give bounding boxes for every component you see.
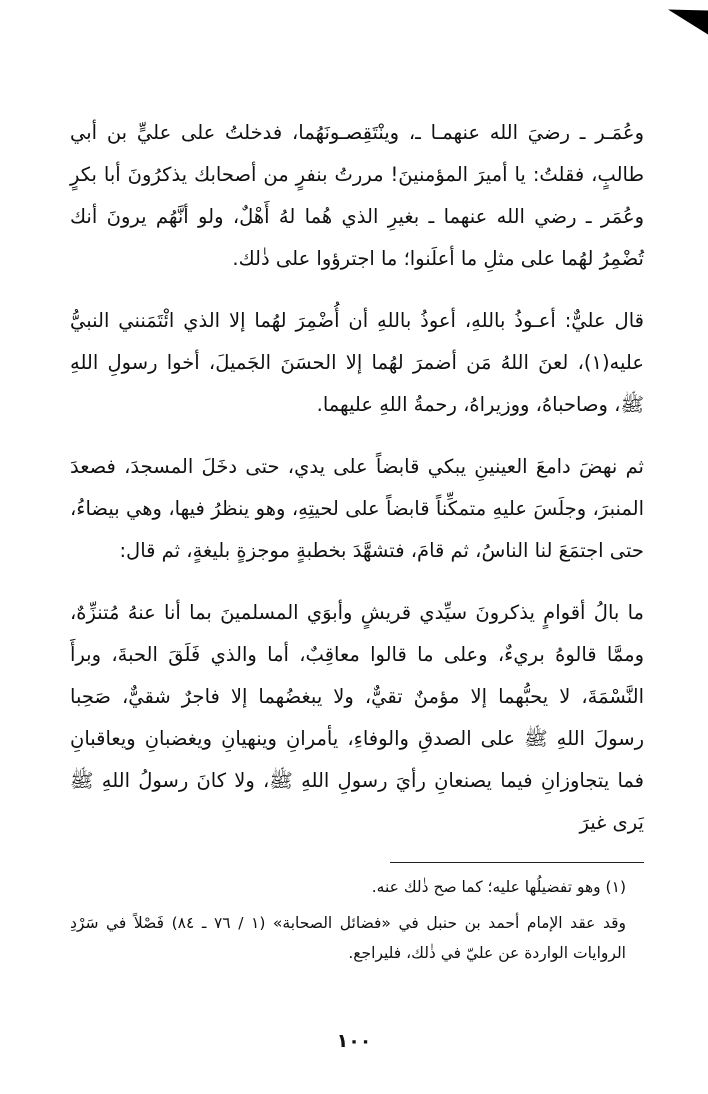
corner-mark-icon	[668, 0, 708, 34]
footnote-1: (١) وهو تفضيلُها عليه؛ كما صح ذٰلك عنه.	[371, 878, 626, 896]
footnote-2: وقد عقد الإمام أحمد بن حنبل في «فضائل الصحابة» (١ / ٧٦ ـ ٨٤) فَصْلاً في سَرْدِ الروايات الواردة عن عليّ في ذٰلك، فليراجع.	[70, 914, 626, 962]
paragraph-3: ثم نهضَ دامعَ العينينِ يبكي قابضاً على يدي، حتى دخَلَ المسجدَ، فصعدَ المنبرَ، وجلَسَ عليهِ متمكِّناً قابضاً على لحيتِهِ، وهو ينظرُ فيها، وهي بيضاءُ، حتى اجتمَعَ لنا الناسُ، ثم قامَ، فتشهَّدَ بخطبةٍ موجزةٍ بليغةٍ، ثم قال:	[70, 455, 644, 562]
footnote-separator	[390, 862, 644, 863]
paragraph-1: وعُمَـر ـ رضيَ الله عنهمـا ـ، وينْتَقِصـونَهُما، فدخلتُ على عليٍّ بن أبي طالبٍ، فقلتُ: يا أميرَ المؤمنينَ! مررتُ بنفرٍ من أصحابك يذكرُونَ أبا بكرٍ وعُمَر ـ رضي الله عنهما ـ بغيرِ الذي هُما لهُ أَهْلٌ، ولو أنَّهُم يرونَ أنك تُضْمِرُ لهُما على مثلِ ما أعلَنوا؛ ما اجترؤوا على ذٰلك.	[70, 121, 644, 270]
page-number: ١٠٠	[336, 1030, 372, 1052]
paragraph-2: قال عليٌّ: أعـوذُ باللهِ، أعوذُ باللهِ أن أُضْمِرَ لهُما إلا الذي ائْتَمَنني النبيُّ عليه(١)، لعنَ اللهُ مَن أضمرَ لهُما إلا الحسَنَ الجَميلَ، أخوا رسولِ اللهِ ﷺ، وصاحباهُ، ووزيراهُ، رحمةُ اللهِ عليهما.	[70, 309, 644, 416]
page-body	[70, 112, 644, 864]
footnotes	[70, 872, 644, 974]
paragraph-4: ما بالُ أقوامٍ يذكرونَ سيِّدي قريشٍ وأبوَي المسلمينَ بما أنا عنهُ مُتنزِّهٌ، وممَّا قالوهُ بريءٌ، وعلى ما قالوا معاقِبٌ، أما والذي فَلَقَ الحبةَ، وبرأَ النَّسْمَةَ، لا يحبُّهما إلا مؤمنٌ تقيٌّ، ولا يبغضُهما إلا فاجرٌ شقيٌّ، صَحِبا رسولَ اللهِ ﷺ على الصدقِ والوفاءِ، يأمرانِ وينهيانِ ويغضبانِ ويعاقبانِ فما يتجاوزانِ فيما يصنعانِ رأيَ رسولِ اللهِ ﷺ، ولا كانَ رسولُ اللهِ ﷺ يَرى غيرَ	[70, 601, 644, 834]
